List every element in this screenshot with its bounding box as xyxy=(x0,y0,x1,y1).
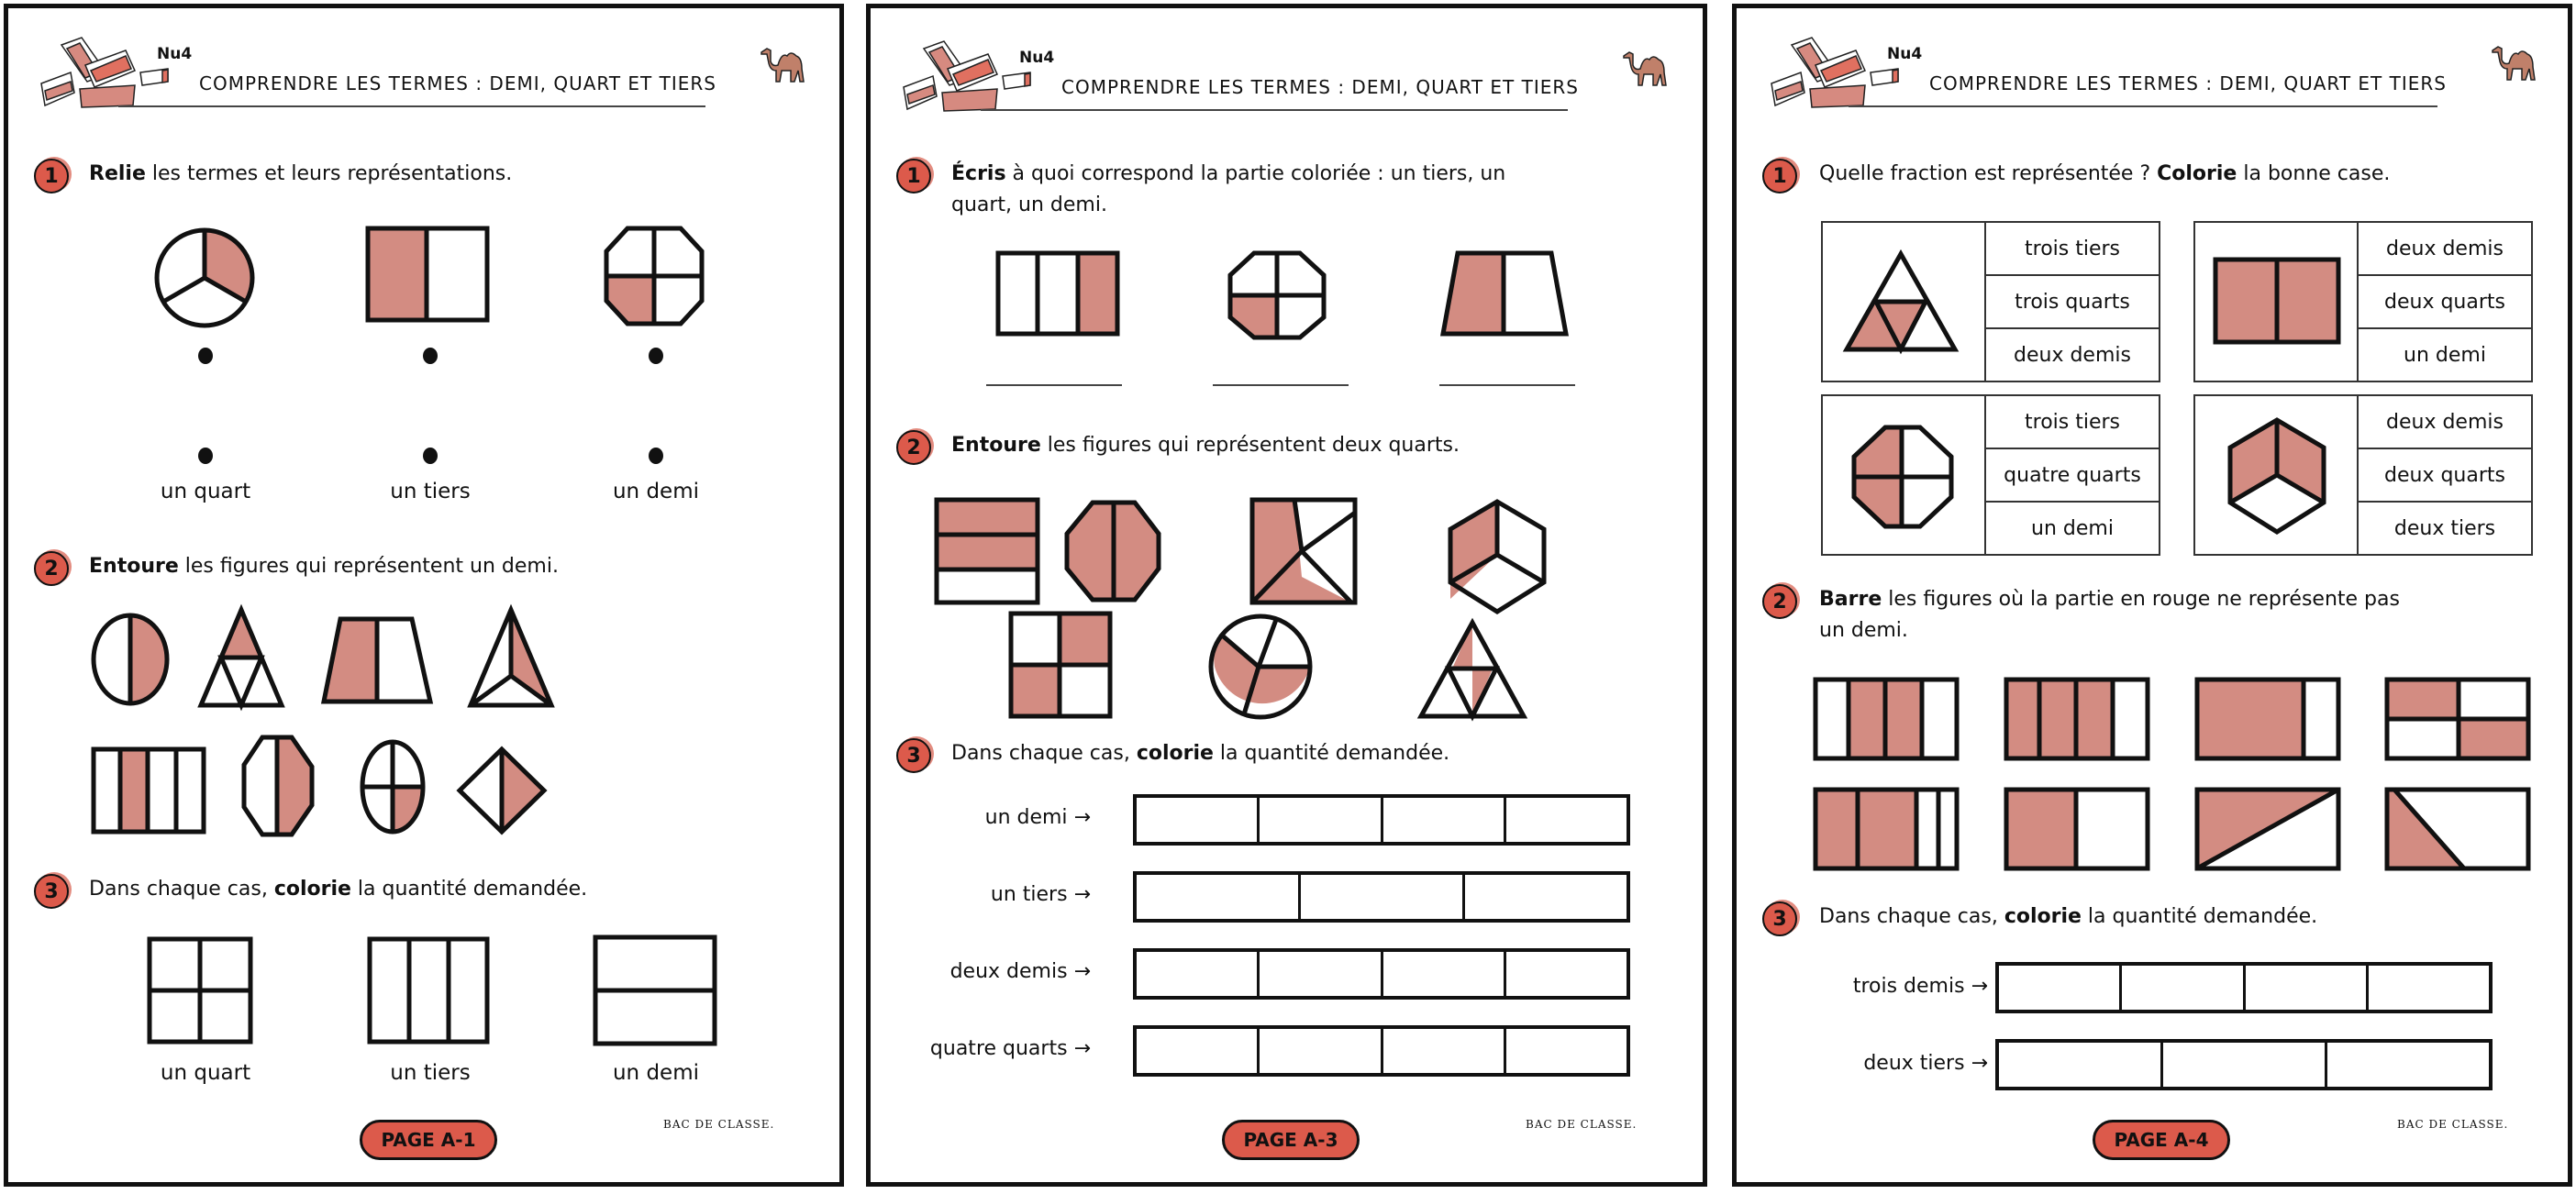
match-dot-bottom-1[interactable] xyxy=(198,448,213,464)
choice-option[interactable]: deux demis xyxy=(2014,343,2131,367)
bar-cell[interactable] xyxy=(2122,966,2245,1010)
exercise-2-instruction-cont: un demi. xyxy=(1819,619,1908,642)
worksheet-page-a1 xyxy=(4,4,844,1187)
bar-label: quatre quarts → xyxy=(929,1037,1091,1060)
term-label: un quart xyxy=(160,480,251,503)
colorable-rect-halves[interactable] xyxy=(592,934,718,1047)
colorable-square-quarters[interactable] xyxy=(146,935,254,1045)
exercise-2-instruction: Entoure les figures qui représentent un demi. xyxy=(89,555,559,578)
figure-rect-two-thirds[interactable] xyxy=(933,496,1043,606)
exercise-number-3: 3 xyxy=(1762,901,1797,936)
title-underline xyxy=(118,105,705,107)
match-dot-bottom-2[interactable] xyxy=(423,448,438,464)
exercise-number-3: 3 xyxy=(896,738,931,773)
bar-cell[interactable] xyxy=(2246,966,2369,1010)
exercise-number-2: 2 xyxy=(1762,584,1797,619)
unit-code: Nu4 xyxy=(1019,49,1055,67)
figure-octagon-two-quarters xyxy=(1850,424,1955,530)
publisher-mark: BAC DE CLASSE. xyxy=(663,1118,775,1131)
bar-cell[interactable] xyxy=(1506,952,1627,996)
answer-line-2[interactable] xyxy=(1213,384,1349,386)
choice-option[interactable]: trois tiers xyxy=(1986,223,2159,276)
term-label: un tiers xyxy=(390,480,471,503)
choice-option[interactable]: deux demis xyxy=(2359,223,2531,276)
figure-rect-triangle-corner[interactable] xyxy=(2383,786,2532,872)
title-underline xyxy=(981,109,1568,111)
exercise-number-1: 1 xyxy=(896,159,931,193)
page-title: COMPRENDRE LES TERMES : DEMI, QUART ET TIERS xyxy=(1929,72,2447,94)
bar-cell[interactable] xyxy=(1137,798,1260,842)
camel-icon xyxy=(2489,43,2540,83)
table-figure-cell xyxy=(1823,396,1986,554)
term-label: un quart xyxy=(160,1061,251,1085)
exercise-1-instruction: Quelle fraction est représentée ? Colorie la bonne case. xyxy=(1819,162,2391,185)
exercise-number-2: 2 xyxy=(34,551,69,586)
choice-option[interactable]: un demi xyxy=(2031,516,2114,540)
table-figure-cell xyxy=(2195,396,2359,554)
choice-table-2 xyxy=(2193,221,2533,382)
bar-cell[interactable] xyxy=(1260,1029,1382,1073)
figure-triangle-third[interactable] xyxy=(467,606,555,709)
term-label: un tiers xyxy=(390,1061,471,1085)
bar-cell[interactable] xyxy=(1137,875,1301,919)
bar-cell[interactable] xyxy=(1301,875,1465,919)
match-dot-top-1[interactable] xyxy=(198,348,213,364)
title-underline xyxy=(1849,105,2437,107)
figure-rect-irregular[interactable] xyxy=(1249,496,1359,606)
colorable-bar-thirds[interactable] xyxy=(1995,1039,2493,1090)
choice-option[interactable]: trois quarts xyxy=(1986,276,2159,329)
page-badge: PAGE A-1 xyxy=(360,1120,497,1160)
figure-square-two-quarters[interactable] xyxy=(1007,610,1114,720)
bar-cell[interactable] xyxy=(1999,966,2122,1010)
bar-cell[interactable] xyxy=(1137,1029,1260,1073)
bar-cell[interactable] xyxy=(1383,798,1506,842)
figure-octagon-one-quarter xyxy=(1227,249,1327,341)
match-dot-top-3[interactable] xyxy=(649,348,663,364)
bar-cell[interactable] xyxy=(1383,952,1506,996)
worksheet-page-a3 xyxy=(866,4,1707,1187)
colorable-bar-quarters[interactable] xyxy=(1133,948,1630,1000)
figure-rect-one-quarter[interactable] xyxy=(90,746,207,835)
choice-option[interactable]: deux tiers xyxy=(2393,516,2496,540)
exercise-1-instruction-cont: quart, un demi. xyxy=(951,193,1107,216)
exercise-number-1: 1 xyxy=(34,159,69,193)
exercise-number-3: 3 xyxy=(34,874,69,909)
page-title: COMPRENDRE LES TERMES : DEMI, QUART ET TIERS xyxy=(1061,76,1579,98)
page-badge: PAGE A-3 xyxy=(1222,1120,1360,1160)
publisher-mark: BAC DE CLASSE. xyxy=(2397,1118,2509,1131)
figure-trapezoid-half[interactable] xyxy=(320,615,434,705)
bar-label: un tiers → xyxy=(990,883,1091,906)
bar-cell[interactable] xyxy=(1465,875,1627,919)
figure-rect-unequal-parts[interactable] xyxy=(1812,786,1960,872)
answer-line-3[interactable] xyxy=(1439,384,1575,386)
choice-table-4 xyxy=(2193,394,2533,556)
bar-cell[interactable] xyxy=(1506,798,1627,842)
bar-cell[interactable] xyxy=(2163,1043,2327,1087)
choice-option[interactable]: deux quarts xyxy=(2359,449,2531,503)
figure-square-two-halves xyxy=(2212,256,2342,346)
figure-rect-one-third xyxy=(994,249,1121,337)
answer-line-1[interactable] xyxy=(986,384,1122,386)
figure-rect-two-quarters-middle[interactable] xyxy=(1812,676,1960,762)
figure-rect-mostly-shaded[interactable] xyxy=(2193,676,2342,762)
colorable-rect-thirds[interactable] xyxy=(366,935,491,1045)
figure-trapezoid-half xyxy=(1439,249,1570,337)
choice-table-3 xyxy=(1821,394,2160,556)
exercise-1-instruction: Écris à quoi correspond la partie coloriée : un tiers, un xyxy=(951,162,1506,185)
exercise-number-2: 2 xyxy=(896,430,931,465)
bar-cell[interactable] xyxy=(1383,1029,1506,1073)
figure-octagon-two-halves[interactable] xyxy=(1063,499,1168,603)
exercise-1-instruction: Relie les termes et leurs représentations. xyxy=(89,162,513,185)
figure-circle-one-third xyxy=(153,227,256,329)
unit-code: Nu4 xyxy=(157,45,193,63)
bar-cell[interactable] xyxy=(2327,1043,2489,1087)
table-figure-cell xyxy=(2195,223,2359,381)
colorable-bar-quarters[interactable] xyxy=(1133,1025,1630,1077)
bar-cell[interactable] xyxy=(1999,1043,2163,1087)
figure-octagon-half[interactable] xyxy=(240,734,316,838)
figure-triangle-quarter[interactable] xyxy=(197,606,285,709)
exercise-3-instruction: Dans chaque cas, colorie la quantité demandée. xyxy=(951,742,1450,765)
choice-option[interactable]: trois tiers xyxy=(1986,396,2159,449)
term-label: un demi xyxy=(612,1061,699,1085)
bar-cell[interactable] xyxy=(1260,952,1382,996)
bar-cell[interactable] xyxy=(1260,798,1382,842)
table-figure-cell xyxy=(1823,223,1986,381)
figure-rect-half[interactable] xyxy=(2003,786,2151,872)
exercise-3-instruction: Dans chaque cas, colorie la quantité demandée. xyxy=(1819,905,2318,928)
choice-table-1 xyxy=(1821,221,2160,382)
choice-option[interactable]: deux quarts xyxy=(2359,276,2531,329)
exercise-2-instruction: Entoure les figures qui représentent deux quarts. xyxy=(951,434,1460,457)
page-title: COMPRENDRE LES TERMES : DEMI, QUART ET TIERS xyxy=(199,72,716,94)
page-badge: PAGE A-4 xyxy=(2093,1120,2230,1160)
exercise-2-instruction: Barre les figures où la partie en rouge ne représente pas xyxy=(1819,588,2400,611)
unit-code: Nu4 xyxy=(1887,45,1923,63)
bar-cell[interactable] xyxy=(1506,1029,1627,1073)
choice-option[interactable]: deux demis xyxy=(2359,396,2531,449)
match-dot-top-2[interactable] xyxy=(423,348,438,364)
figure-oval-half[interactable] xyxy=(90,613,171,706)
bar-cell[interactable] xyxy=(1137,952,1260,996)
exercise-3-instruction: Dans chaque cas, colorie la quantité demandée. xyxy=(89,878,588,901)
bar-cell[interactable] xyxy=(2369,966,2489,1010)
choice-option[interactable]: quatre quarts xyxy=(1986,449,2159,503)
term-label: un demi xyxy=(612,480,699,503)
choice-option[interactable]: un demi xyxy=(2404,343,2486,367)
publisher-mark: BAC DE CLASSE. xyxy=(1526,1118,1638,1131)
exercise-number-1: 1 xyxy=(1762,159,1797,193)
bar-label: trois demis → xyxy=(1852,975,1988,998)
figure-triangle-two-quarters[interactable] xyxy=(1417,619,1527,720)
worksheet-page-a4 xyxy=(1732,4,2572,1187)
figure-circle-quarter[interactable] xyxy=(359,738,427,835)
bar-label: deux demis → xyxy=(949,960,1091,983)
bar-label: un demi → xyxy=(984,806,1091,829)
figure-rhombus-half[interactable] xyxy=(456,746,548,835)
figure-hexagon-one-third[interactable] xyxy=(1447,498,1548,615)
figure-rect-diagonal-quarters[interactable] xyxy=(2383,676,2532,762)
bar-label: deux tiers → xyxy=(1863,1052,1988,1075)
figure-rect-three-quarters[interactable] xyxy=(2003,676,2151,762)
colorable-bar-thirds[interactable] xyxy=(1133,871,1630,923)
figure-octagon-one-quarter xyxy=(604,226,705,326)
figure-circle-irregular[interactable] xyxy=(1207,612,1314,720)
figure-rect-diagonal-half[interactable] xyxy=(2193,786,2342,872)
match-dot-bottom-3[interactable] xyxy=(649,448,663,464)
colorable-bar-quarters[interactable] xyxy=(1995,962,2493,1013)
colorable-bar-quarters[interactable] xyxy=(1133,794,1630,846)
figure-triangle-three-quarters xyxy=(1843,250,1959,353)
camel-icon xyxy=(1620,49,1671,89)
figure-hexagon-two-thirds xyxy=(2226,416,2327,536)
figure-square-one-half xyxy=(365,226,490,323)
camel-icon xyxy=(758,45,809,85)
